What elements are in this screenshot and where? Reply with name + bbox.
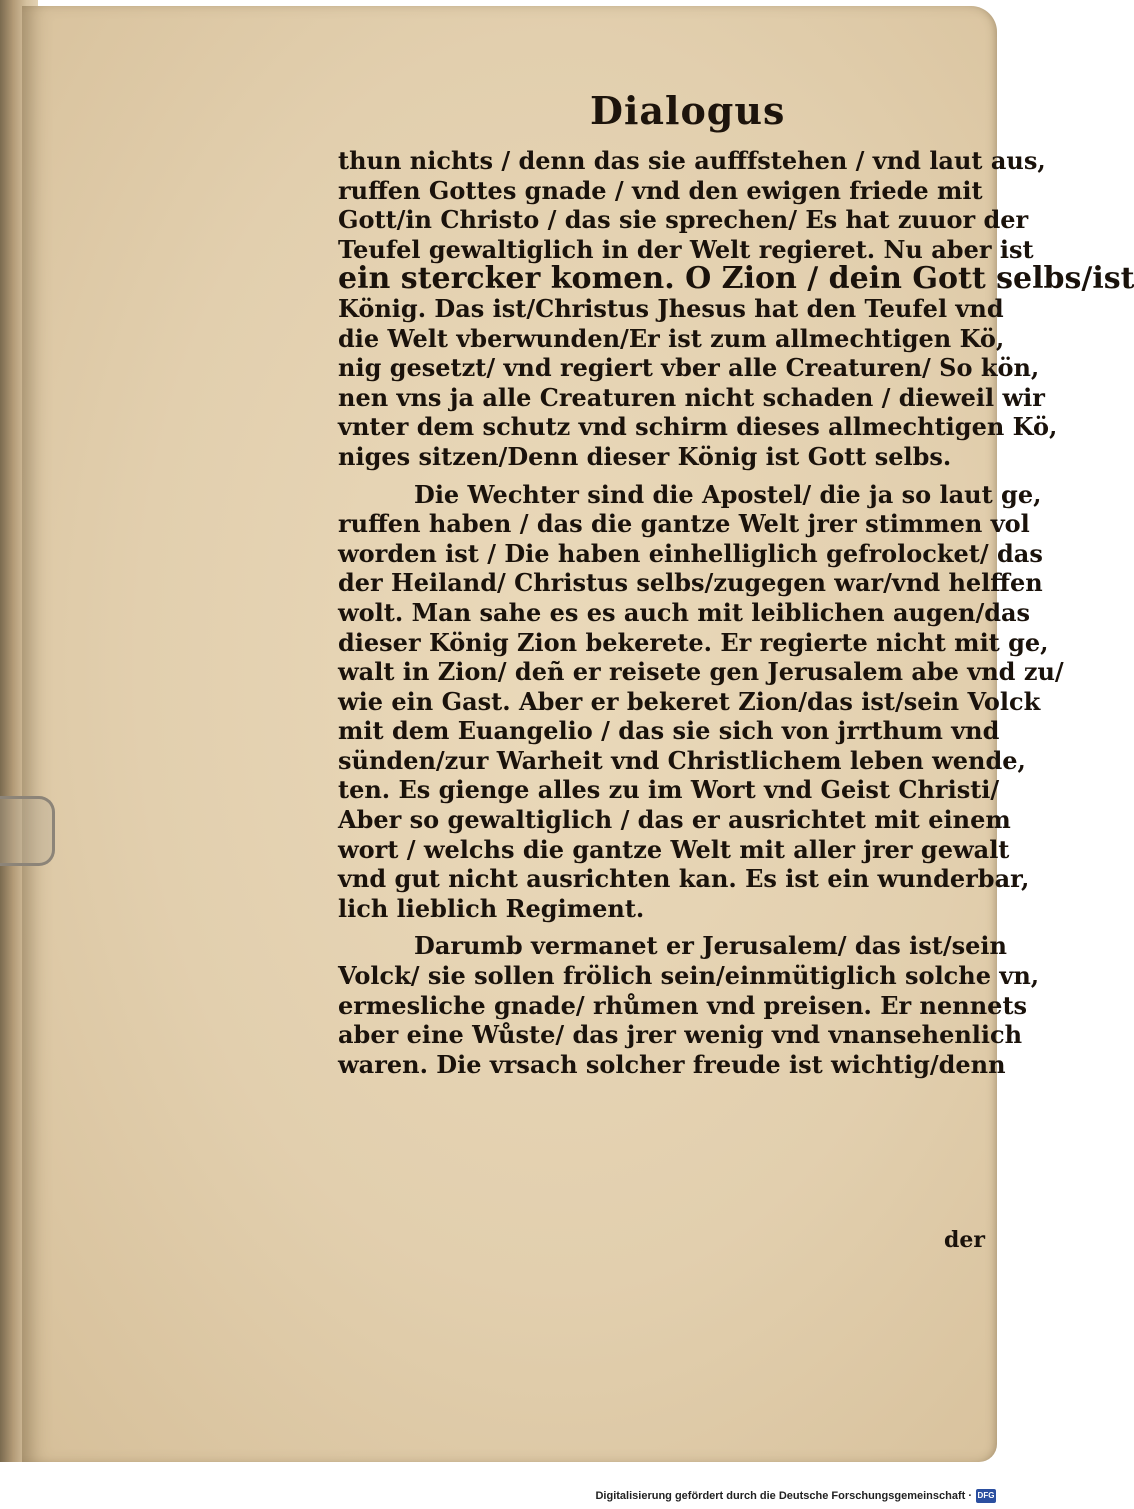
text-line: ruffen haben / das die gantze Welt jrer stimmen vol (338, 509, 1030, 539)
text-line: mit dem Euangelio / das sie sich von jrrthum vnd (338, 716, 1000, 746)
text-line: nig gesetzt/ vnd regiert vber alle Creaturen/ So kön, (338, 353, 1040, 383)
text-line: wort / welchs die gantze Welt mit aller jrer gewalt (338, 834, 1010, 864)
text-line: ermesliche gnade/ rhůmen vnd preisen. Er nennets (338, 990, 1028, 1020)
paragraph-first-line: Darumb vermanet er Jerusalem/ das ist/sein (414, 931, 1007, 961)
text-line: aber eine Wůste/ das jrer wenig vnd vnansehenlich (338, 1020, 1023, 1050)
catchword: der (944, 1227, 985, 1253)
text-line: thun nichts / denn das sie aufffstehen / vnd laut aus, (338, 146, 1046, 175)
text-line: walt in Zion/ deñ er reisete gen Jerusalem abe vnd zu/ (338, 657, 1064, 687)
text-line: die Welt vberwunden/Er ist zum allmechtigen Kö, (338, 323, 1005, 353)
text-line: ten. Es gienge alles zu im Wort vnd Geist Christi/ (338, 775, 1000, 805)
text-line: dieser König Zion bekerete. Er regierte nicht mit ge, (338, 627, 1049, 657)
text-line: Gott/in Christo / das sie sprechen/ Es hat zuuor der (338, 205, 1029, 235)
footer-bar (0, 1486, 1000, 1509)
funding-notice: Digitalisierung gefördert durch die Deutsche Forschungsgemeinschaft · (595, 1490, 972, 1502)
text-line: sünden/zur Warheit vnd Christlichem leben wende, (338, 745, 1026, 775)
book-clasp (0, 796, 55, 866)
dfg-logo-icon: DFG (976, 1489, 996, 1503)
running-head: Dialogus (590, 88, 786, 133)
text-line: wolt. Man sahe es es auch mit leiblichen augen/das (338, 597, 1031, 627)
text-line: vnter dem schutz vnd schirm dieses allmechtigen Kö, (338, 412, 1058, 442)
text-line: wie ein Gast. Aber er bekeret Zion/das ist/sein Volck (338, 686, 1041, 716)
paragraph-first-line: Die Wechter sind die Apostel/ die ja so laut ge, (414, 479, 1042, 509)
text-line: König. Das ist/Christus Jhesus hat den Teufel vnd (338, 293, 1004, 323)
text-line: Aber so gewaltiglich / das er ausrichtet mit einem (338, 805, 1011, 835)
body-text (338, 146, 1134, 1079)
text-line: ruffen Gottes gnade / vnd den ewigen friede mit (338, 175, 983, 205)
text-line: vnd gut nicht ausrichten kan. Es ist ein wunderbar, (338, 864, 1030, 894)
text-line: lich lieblich Regiment. (338, 893, 645, 923)
text-line: ein stercker komen. O Zion / dein Gott selbs/ist (338, 261, 1134, 297)
text-line: niges sitzen/Denn dieser König ist Gott selbs. (338, 441, 952, 471)
text-line: waren. Die vrsach solcher freude ist wichtig/denn (338, 1049, 1006, 1079)
text-line: Teufel gewaltiglich in der Welt regieret. Nu aber ist (338, 234, 1034, 264)
text-line: worden ist / Die haben einhelliglich gefrolocket/ das (338, 538, 1043, 568)
text-line: Volck/ sie sollen frölich sein/einmütiglich solche vn, (338, 961, 1040, 991)
text-line: nen vns ja alle Creaturen nicht schaden / dieweil wir (338, 382, 1045, 412)
text-line: der Heiland/ Christus selbs/zugegen war/vnd helffen (338, 568, 1043, 598)
